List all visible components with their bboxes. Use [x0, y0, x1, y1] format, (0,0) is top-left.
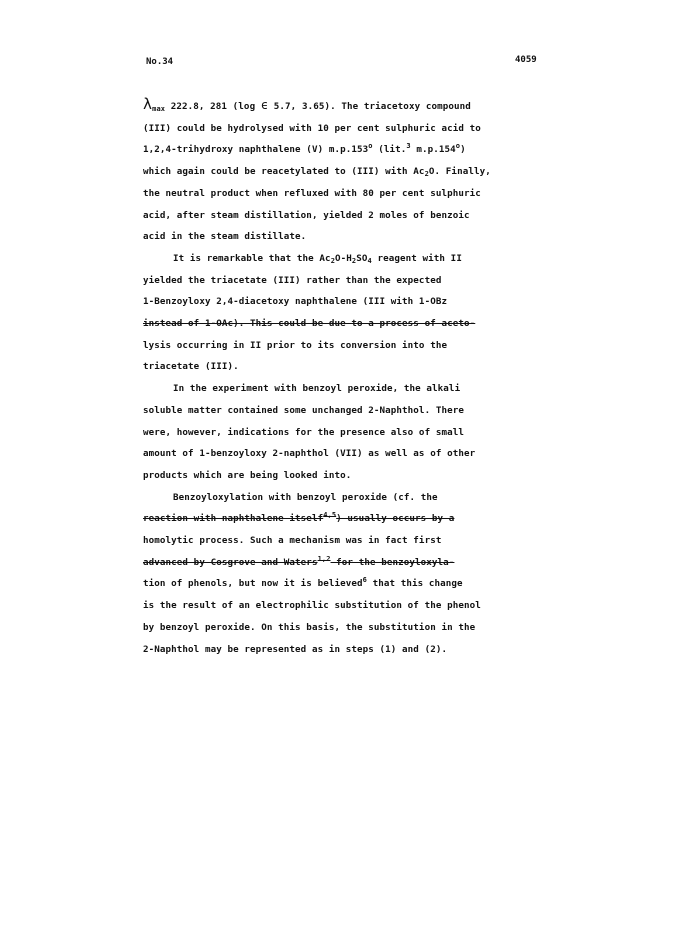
text-span: reagent with II	[371, 252, 462, 264]
page-number: 4059	[515, 55, 537, 65]
text-span: SO	[356, 252, 368, 264]
text-span: O-H	[335, 252, 352, 264]
degree-superscript: o	[455, 142, 461, 151]
paragraph-4-line-2-struck	[143, 508, 543, 530]
text-span: for the benzoyloxyla-	[330, 556, 455, 568]
text-span: 1,2,4-trihydroxy naphthalene (V) m.p.153	[143, 144, 369, 156]
paragraph-3-line-2: soluble matter contained some unchanged 2-Naphthol. There	[143, 404, 464, 416]
paragraph-3-line-3: were, however, indications for the presence also of small	[143, 426, 464, 438]
paragraph-4-line-8: 2-Naphthol may be represented as in steps (1) and (2).	[143, 643, 448, 655]
text-span: 5.7, 3.65). The triacetoxy compound	[268, 101, 471, 112]
paragraph-1-line-6: acid, after steam distillation, yielded 2 moles of benzoic	[143, 209, 470, 221]
paragraph-4-line-6: is the result of an electrophilic substitution of the phenol	[143, 600, 481, 612]
text-span: (lit.	[372, 144, 407, 156]
max-subscript: max	[152, 105, 166, 113]
paragraph-2-line-2: yielded the triacetate (III) rather than the expected	[143, 274, 442, 286]
subscript-4: 4	[367, 256, 372, 265]
text-span: ) usually occurs by a	[336, 513, 455, 525]
text-span: 222.8, 281 (log	[165, 101, 261, 112]
paragraph-4-line-4-struck	[143, 552, 543, 574]
degree-superscript: o	[368, 142, 373, 151]
paragraph-4-line-3: homolytic process. Such a mechanism was in fact first	[143, 535, 442, 547]
text-span: O. Finally,	[428, 166, 491, 178]
reference-4-5: 4,5	[323, 511, 337, 520]
paragraph-1-line-1	[143, 94, 543, 118]
text-span: that this change	[366, 578, 463, 590]
paragraph-4-line-1: Benzoyloxylation with benzoyl peroxide (cf. the	[173, 491, 438, 503]
text-span: which again could be reacetylated to (III) with Ac	[143, 166, 425, 178]
paragraph-3-line-5: products which are being looked into.	[143, 469, 352, 481]
reference-6: 6	[362, 576, 367, 585]
reference-1-2: 1,2	[317, 554, 331, 563]
paragraph-2-line-3: 1-Benzoyloxy 2,4-diacetoxy naphthalene (III with 1-OBz	[143, 296, 448, 308]
paragraph-4-line-5	[143, 573, 543, 595]
reference-3: 3	[406, 142, 411, 151]
text-span: m.p.154	[410, 144, 456, 156]
paragraph-1-line-5: the neutral product when refluxed with 80 per cent sulphuric	[143, 187, 481, 199]
text-span: tion of phenols, but now it is believed	[143, 578, 363, 590]
paragraph-4-line-7: by benzoyl peroxide. On this basis, the substitution in the	[143, 621, 476, 633]
body-text	[143, 94, 543, 660]
paragraph-1-line-2: (III) could be hydrolysed with 10 per cent sulphuric acid to	[143, 122, 481, 134]
text-span: advanced by Cosgrove and Waters	[143, 556, 318, 568]
paragraph-1-line-3	[143, 139, 543, 161]
epsilon-symbol: ϵ	[260, 98, 269, 112]
lambda-symbol: λ	[143, 95, 153, 113]
subscript-2: 2	[424, 170, 429, 179]
paragraph-1-line-7: acid in the steam distillate.	[143, 231, 307, 243]
paragraph-2-line-6: triacetate (III).	[143, 361, 239, 373]
text-span: reaction with naphthalene itself	[143, 513, 324, 525]
subscript-2: 2	[351, 256, 357, 265]
text-span: It is remarkable that the Ac	[173, 252, 331, 264]
paragraph-2-line-4-struck: instead of 1-OAc). This could be due to a process of aceto-	[143, 318, 476, 330]
paragraph-3-line-1: In the experiment with benzoyl peroxide, the alkali	[173, 383, 461, 395]
paragraph-2-line-5: lysis occurring in II prior to its conversion into the	[143, 339, 448, 351]
journal-issue-number: No.34	[146, 57, 174, 67]
subscript-2: 2	[330, 256, 336, 265]
text-span: )	[460, 144, 466, 156]
paragraph-3-line-4: amount of 1-benzoyloxy 2-naphthol (VII) as well as of other	[143, 448, 476, 460]
paragraph-2-line-1	[143, 248, 543, 270]
paragraph-1-line-4	[143, 161, 543, 183]
